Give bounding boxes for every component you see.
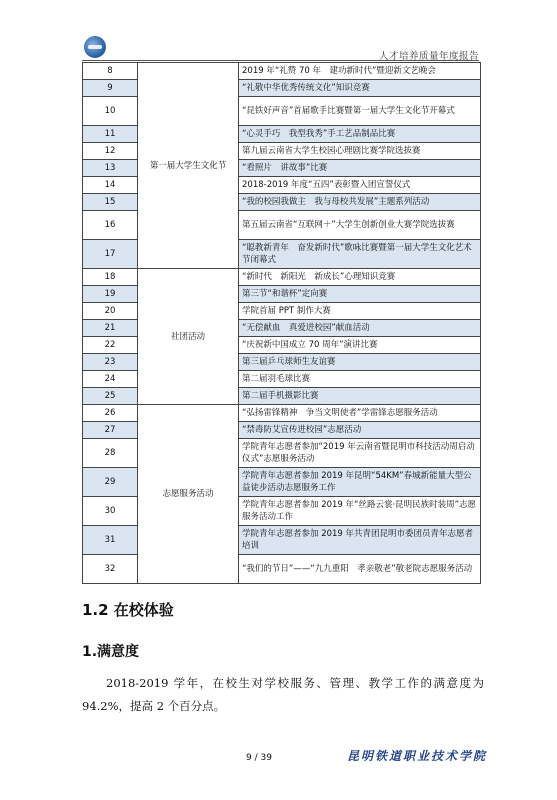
row-number: 19 <box>83 286 138 303</box>
activity-cell: “庆祝新中国成立 70 周年”演讲比赛 <box>239 337 481 354</box>
row-number: 28 <box>83 439 138 468</box>
table-row <box>83 63 481 80</box>
row-number: 8 <box>83 63 138 80</box>
activity-cell: “聪教新青年 奋发新时代”歌咏比赛暨第一届大学生文化艺术节闭幕式 <box>239 240 481 269</box>
row-number: 16 <box>83 211 138 240</box>
activity-cell: 第二届羽毛球比赛 <box>239 371 481 388</box>
footer-school-name: 昆明铁道职业技术学院 <box>346 749 487 763</box>
row-number: 12 <box>83 143 138 160</box>
activity-cell: “新时代 新阳光 新成长”心理知识竞赛 <box>239 269 481 286</box>
row-number: 13 <box>83 160 138 177</box>
activity-cell: 学院青年志愿者参加 2019 年“丝路云裳·昆明民族时装周”志愿服务活动工作 <box>239 497 481 526</box>
subsection-title: 1.满意度 <box>82 644 140 660</box>
activity-cell: “无偿献血 真爱进校园”献血活动 <box>239 320 481 337</box>
activity-cell: 学院青年志愿者参加 2019 年共青团昆明市委团员青年志愿者培训 <box>239 526 481 555</box>
activity-cell: “我们的节日”——“九九重阳 孝亲敬老”敬老院志愿服务活动 <box>239 555 481 584</box>
activity-cell: “弘扬雷锋精神 争当文明使者”学雷锋志愿服务活动 <box>239 405 481 422</box>
row-number: 24 <box>83 371 138 388</box>
row-number: 17 <box>83 240 138 269</box>
row-number: 21 <box>83 320 138 337</box>
row-number: 9 <box>83 80 138 97</box>
row-number: 22 <box>83 337 138 354</box>
row-number: 25 <box>83 388 138 405</box>
row-number: 26 <box>83 405 138 422</box>
row-number: 29 <box>83 468 138 497</box>
row-number: 15 <box>83 194 138 211</box>
row-number: 23 <box>83 354 138 371</box>
activity-cell: 学院首届 PPT 制作大赛 <box>239 303 481 320</box>
category-cell: 社团活动 <box>138 269 239 405</box>
page-header <box>0 0 557 62</box>
activity-cell: 第三届乒乓球师生友谊赛 <box>239 354 481 371</box>
category-cell: 第一届大学生文化节 <box>138 63 239 269</box>
row-number: 32 <box>83 555 138 584</box>
activity-cell: 第二届手机摄影比赛 <box>239 388 481 405</box>
activity-cell: 第九届云南省大学生校园心理剧比赛学院选拔赛 <box>239 143 481 160</box>
category-cell: 志愿服务活动 <box>138 405 239 584</box>
table-row <box>83 405 481 422</box>
activity-cell: 第三节“和谐杯”定向赛 <box>239 286 481 303</box>
page-number: 9 / 39 <box>246 753 272 763</box>
activity-cell: “看照片 讲故事”比赛 <box>239 160 481 177</box>
satisfaction-paragraph: 2018-2019 学年，在校生对学校服务、管理、教学工作的满意度为 94.2%，提高 2 个百分点。 <box>82 676 484 713</box>
activities-table <box>82 62 481 584</box>
row-number: 18 <box>83 269 138 286</box>
header-divider <box>82 60 479 61</box>
activity-cell: “昆铁好声音”首届歌手比赛暨第一届大学生文化节开幕式 <box>239 97 481 126</box>
activity-cell: 第五届云南省“互联网＋”大学生创新创业大赛学院选拔赛 <box>239 211 481 240</box>
row-number: 27 <box>83 422 138 439</box>
activity-cell: 学院青年志愿者参加“2019 年云南省暨昆明市科技活动周启动仪式”志愿服务活动 <box>239 439 481 468</box>
row-number: 31 <box>83 526 138 555</box>
activity-cell: 2018-2019 年度“五四”表彰暨入团宣誓仪式 <box>239 177 481 194</box>
school-logo-icon <box>84 36 106 58</box>
table-row <box>83 269 481 286</box>
row-number: 11 <box>83 126 138 143</box>
activity-cell: 学院青年志愿者参加 2019 年昆明“54KM”春城新能量大型公益徒步活动志愿服务工作 <box>239 468 481 497</box>
activity-cell: 2019 年“礼赞 70 年 建功新时代”暨迎新文艺晚会 <box>239 63 481 80</box>
row-number: 20 <box>83 303 138 320</box>
section-title: 1.2 在校体验 <box>82 601 174 619</box>
row-number: 30 <box>83 497 138 526</box>
activity-cell: “我的校园我做主 我与母校共发展”主题系列活动 <box>239 194 481 211</box>
row-number: 10 <box>83 97 138 126</box>
header-title: 人才培养质量年度报告 <box>378 51 479 62</box>
row-number: 14 <box>83 177 138 194</box>
activity-cell: “心灵手巧 我型我秀”手工艺品制品比赛 <box>239 126 481 143</box>
activity-cell: “礼敬中华优秀传统文化”知识竞赛 <box>239 80 481 97</box>
activity-cell: “禁毒防艾宣传进校园”志愿活动 <box>239 422 481 439</box>
